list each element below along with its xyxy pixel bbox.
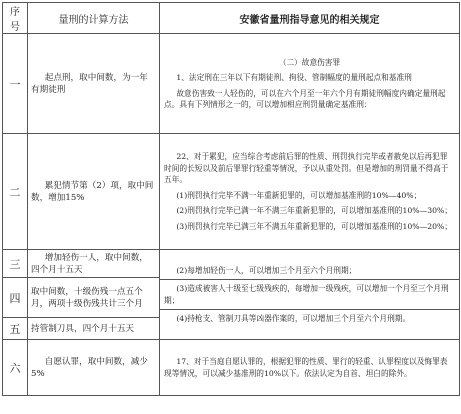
- row-seq: 四: [3, 278, 28, 318]
- table-row: [3, 250, 460, 278]
- row-seq: 三: [3, 250, 28, 278]
- row-seq: 二: [3, 134, 28, 250]
- rule-title: （二）故意伤害罪: [278, 57, 341, 67]
- rule-item: (2)每增加轻伤一人，可以增加三个月至六个月刑期；: [176, 265, 357, 275]
- row-seq: 五: [3, 318, 28, 340]
- row-rule: [160, 34, 460, 134]
- header-method: 量刑的计算方法: [28, 3, 160, 34]
- method-text: 自愿认罪，取中间数，减少5%: [31, 356, 148, 379]
- header-seq: 序号: [3, 3, 28, 34]
- header-rule: 安徽省量刑指导意见的相关规定: [160, 3, 460, 34]
- row-seq: 一: [3, 34, 28, 134]
- row-method: [28, 278, 160, 318]
- row-method: [28, 318, 160, 340]
- rule-item: (3)造成被害人十级至七级残疾的，每增加一级残疾，可以增加一个月至三个月刑期；: [164, 284, 449, 305]
- table-row: [3, 340, 460, 396]
- row-method: [28, 134, 160, 250]
- table-row: [3, 134, 460, 250]
- method-text: 起点刑，取中间数，为一年有期徒刑: [31, 72, 148, 95]
- rule-paragraph: 1、法定刑在三年以下有期徒刑、拘役、管制幅度的量刑起点和基准刑: [176, 73, 412, 82]
- rule-item: (1)刑罚执行完毕不满一年重新犯罪的，可以增加基准刑的10%—40%；: [176, 190, 422, 200]
- method-text: 持管制刀具，四个月十五天: [31, 323, 135, 334]
- sentencing-table: [2, 2, 460, 396]
- method-text: 取中间数，十级伤残一点五个月，两项十级伤残共计三个月: [31, 286, 143, 309]
- row-rule: [160, 250, 460, 340]
- row-method: [28, 34, 160, 134]
- rule-item: (4)持枪支、管制刀具等凶器作案的，可以增加三个月至六个月刑期。: [176, 314, 411, 323]
- method-text: 累犯情节第（2）项，取中间数，增加15%: [31, 180, 154, 203]
- rule-item: (3)刑罚执行完毕已满三年不满五年重新犯罪的，可以增加基准刑的10%—20%；: [176, 221, 453, 231]
- method-text: 增加轻伤一人，取中间数，四个月十五天: [31, 252, 148, 275]
- rule-paragraph: 17、对于当庭自愿认罪的，根据犯罪的性质、罪行的轻重、认罪程度以及悔罪表现等情况，可以减少基准刑的10%以下。依法认定为自首、坦白的除外。: [164, 357, 448, 378]
- rule-paragraph: 22、对于累犯，应当综合考虑前后罪的性质、刑罚执行完毕或者赦免以后再犯罪时间的长短以及前后罪罪行轻重等情况，予以从重处罚。但是增加的刑罚量不得高于五年。: [164, 152, 449, 184]
- row-rule: [160, 134, 460, 250]
- row-rule: [160, 340, 460, 396]
- row-method: [28, 250, 160, 278]
- row-seq: 六: [3, 340, 28, 396]
- row-method: [28, 340, 160, 396]
- table-row: [3, 34, 460, 134]
- table-header-row: [3, 3, 460, 34]
- rule-item: (2)刑罚执行完毕已满一年不满三年重新犯罪的，可以增加基准刑的10%—30%；: [176, 206, 453, 215]
- rule-paragraph: 故意伤害致一人轻伤的，可以在六个月至一年六个月有期徒刑幅度内确定量刑起点。具有下列情形之一的，可以增加相应刑罚量确定基准刑：: [164, 88, 446, 109]
